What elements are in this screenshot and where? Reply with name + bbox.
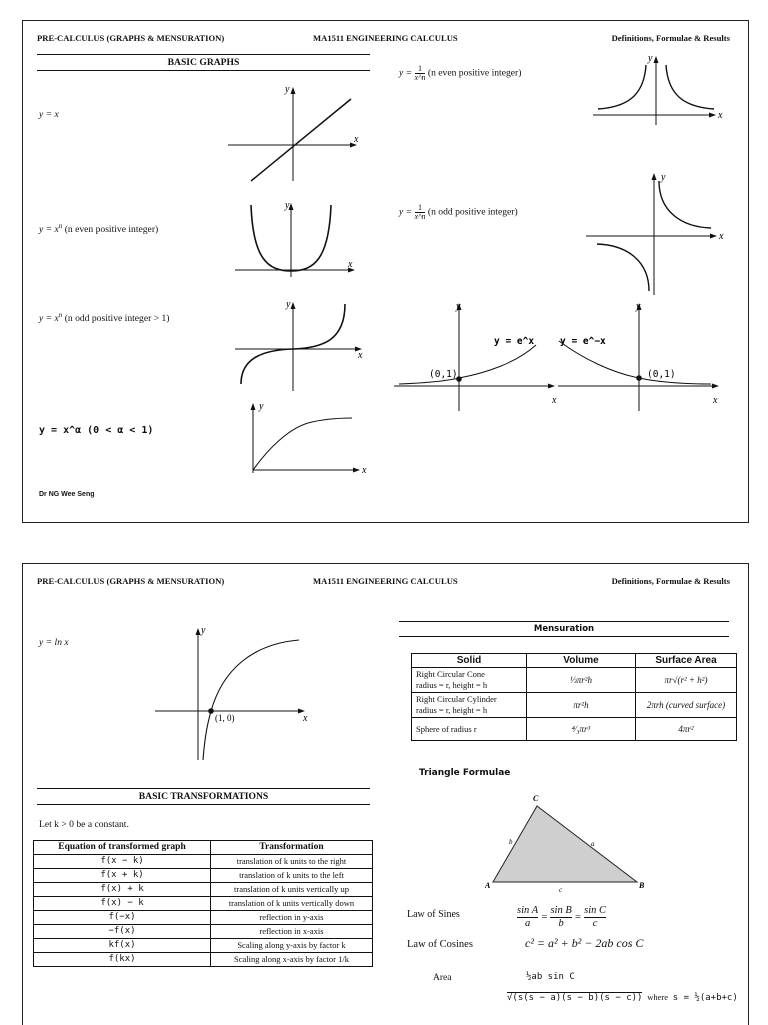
transform-eq: −f(x) — [34, 925, 211, 939]
axis-y-label: y — [636, 301, 641, 312]
axis-y-label: y — [661, 172, 666, 183]
transform-header-desc: Transformation — [211, 841, 373, 855]
axis-y-label: y — [285, 84, 290, 95]
eq-linear: y = x — [39, 109, 59, 120]
transform-eq: f(x − k) — [34, 855, 211, 869]
transform-eq: f(kx) — [34, 953, 211, 967]
law-of-sines-label: Law of Sines — [407, 909, 460, 920]
graph-power-odd — [233, 298, 368, 393]
header-right: Definitions, Formulae & Results — [611, 576, 730, 586]
side-b: b — [509, 838, 513, 846]
vertex-b: B — [639, 881, 645, 890]
axis-x-label: x — [348, 259, 353, 270]
eq-fractional-power: y = x^α (0 < α < 1) — [39, 425, 154, 436]
label-exp: y = e^x — [494, 336, 535, 347]
axis-x-label: x — [354, 134, 359, 145]
header-right: Definitions, Formulae & Results — [611, 33, 730, 43]
transform-desc: translation of k units to the left — [211, 869, 373, 883]
eq-reciprocal-even-note: (n even positive integer) — [427, 67, 522, 79]
eq-power-odd — [39, 311, 170, 324]
area-where: where — [647, 992, 668, 1002]
transform-eq: f(x + k) — [34, 869, 211, 883]
graph-fractional-power — [248, 401, 373, 476]
section-title-basic-graphs: BASIC GRAPHS — [37, 54, 370, 71]
axis-x-label: x — [358, 350, 363, 361]
table-row — [34, 883, 373, 897]
eq-reciprocal-odd-note: (n odd positive integer) — [427, 206, 518, 218]
vertex-c: C — [533, 794, 539, 803]
mens-solid-detail: radius = r, height = h — [416, 680, 488, 690]
table-row — [34, 869, 373, 883]
eq-reciprocal-even-num: 1 — [415, 65, 426, 74]
transform-desc: reflection in y-axis — [211, 911, 373, 925]
table-row — [34, 855, 373, 869]
area-label: Area — [433, 973, 452, 983]
area-formula-2-line — [507, 992, 738, 1003]
mens-header-area: Surface Area — [636, 654, 737, 668]
mens-solid-detail: radius = r, height = h — [416, 705, 488, 715]
table-row — [34, 953, 373, 967]
let-k-text: Let k > 0 be a constant. — [39, 819, 129, 830]
area-formula-1: ½ab sin C — [526, 972, 575, 982]
table-row — [412, 693, 737, 718]
transform-desc: translation of k units vertically down — [211, 897, 373, 911]
table-row — [412, 668, 737, 693]
axis-x-label: x — [719, 231, 724, 242]
graph-ln — [153, 624, 313, 764]
eq-power-odd-note: (n odd positive integer > 1) — [64, 313, 170, 325]
vertex-a: A — [485, 881, 491, 890]
transform-header-eq: Equation of transformed graph — [34, 841, 211, 855]
table-row — [34, 897, 373, 911]
side-c: c — [559, 886, 563, 894]
axis-x-label: x — [303, 713, 308, 724]
mens-solid: Right Circular Cylinder — [416, 694, 497, 704]
eq-reciprocal-odd-num: 1 — [415, 204, 426, 213]
triangle-diagram — [485, 792, 655, 892]
transform-desc: translation of k units to the right — [211, 855, 373, 869]
header-left: PRE-CALCULUS (GRAPHS & MENSURATION) — [37, 576, 225, 586]
transform-desc: translation of k units vertically up — [211, 883, 373, 897]
law-of-cosines-label: Law of Cosines — [407, 939, 473, 950]
axis-y-label: y — [286, 299, 291, 310]
eq-ln: y = ln x — [39, 637, 69, 648]
axis-y-label: y — [201, 625, 206, 636]
area-s-definition: s = ½(a+b+c) — [672, 993, 738, 1003]
transformations-table — [33, 840, 373, 967]
eq-power-even-note: (n even positive integer) — [64, 224, 159, 236]
axis-x-label: x — [362, 465, 367, 476]
graph-power-even — [233, 199, 363, 279]
graph-linear — [223, 83, 373, 183]
eq-power-odd-sup: n — [58, 311, 63, 319]
eq-reciprocal-odd-lhs: y = — [399, 206, 413, 218]
page-2 — [22, 563, 749, 1025]
table-row — [34, 911, 373, 925]
mens-area: 4πr² — [636, 718, 737, 741]
law-of-cosines-formula: c² = a² + b² − 2ab cos C — [525, 936, 644, 950]
eq-reciprocal-even — [399, 65, 521, 82]
mens-header-solid: Solid — [412, 654, 527, 668]
eq-power-odd-main: y = x — [39, 313, 59, 325]
transform-desc: Scaling along y-axis by factor k — [211, 939, 373, 953]
eq-power-even-main: y = x — [39, 224, 59, 236]
axis-x-label: x — [718, 110, 723, 121]
point-0-1: (0,1) — [647, 369, 676, 380]
header-center: MA1511 ENGINEERING CALCULUS — [313, 576, 458, 586]
transform-eq: f(−x) — [34, 911, 211, 925]
eq-power-even-sup: n — [58, 222, 63, 230]
axis-x-label: x — [552, 395, 557, 406]
eq-reciprocal-odd — [399, 204, 518, 221]
mens-volume: πr²h — [527, 693, 636, 718]
point-0-1: (0,1) — [429, 369, 458, 380]
eq-power-even — [39, 222, 158, 235]
axis-y-label: y — [648, 53, 653, 64]
page-1 — [22, 20, 749, 523]
header-left: PRE-CALCULUS (GRAPHS & MENSURATION) — [37, 33, 225, 43]
mens-area: πr√(r² + h²) — [636, 668, 737, 693]
transform-desc: reflection in x-axis — [211, 925, 373, 939]
mens-volume: ⁴⁄₃πr³ — [527, 718, 636, 741]
author: Dr NG Wee Seng — [39, 491, 95, 498]
side-a: a — [591, 840, 595, 848]
axis-x-label: x — [713, 395, 718, 406]
graph-exponential — [391, 301, 561, 411]
table-row — [34, 925, 373, 939]
section-title-mensuration: Mensuration — [399, 621, 729, 637]
table-row — [412, 718, 737, 741]
section-title-transformations: BASIC TRANSFORMATIONS — [37, 788, 370, 805]
mens-volume: ⅓πr²h — [527, 668, 636, 693]
graph-reciprocal-even — [588, 55, 728, 125]
eq-reciprocal-odd-den: x^n — [414, 212, 426, 221]
mens-solid: Sphere of radius r — [416, 723, 477, 734]
area-formula-2: √(s(s − a)(s − b)(s − c)) — [507, 993, 643, 1003]
transform-eq: f(x) + k — [34, 883, 211, 897]
transform-eq: f(x) − k — [34, 897, 211, 911]
mens-area: 2πrh (curved surface) — [636, 693, 737, 718]
axis-y-label: y — [285, 200, 290, 211]
mens-solid: Right Circular Cone — [416, 669, 485, 679]
transform-eq: kf(x) — [34, 939, 211, 953]
eq-reciprocal-even-lhs: y = — [399, 67, 413, 79]
axis-y-label: y — [259, 401, 264, 412]
mens-header-volume: Volume — [527, 654, 636, 668]
mensuration-table — [411, 653, 737, 741]
label-negative-exp: y = e^−x — [560, 336, 606, 347]
triangle-title: Triangle Formulae — [419, 768, 511, 778]
graph-negative-exponential — [553, 301, 728, 411]
table-row — [34, 939, 373, 953]
axis-y-label: y — [456, 301, 461, 312]
ln-point: (1, 0) — [215, 713, 235, 723]
graph-reciprocal-odd — [581, 171, 731, 296]
law-of-sines-formula: sin A a = sin B b = sin C c — [517, 905, 606, 929]
header-center: MA1511 ENGINEERING CALCULUS — [313, 33, 458, 43]
eq-reciprocal-even-den: x^n — [414, 73, 426, 82]
transform-desc: Scaling along x-axis by factor 1/k — [211, 953, 373, 967]
